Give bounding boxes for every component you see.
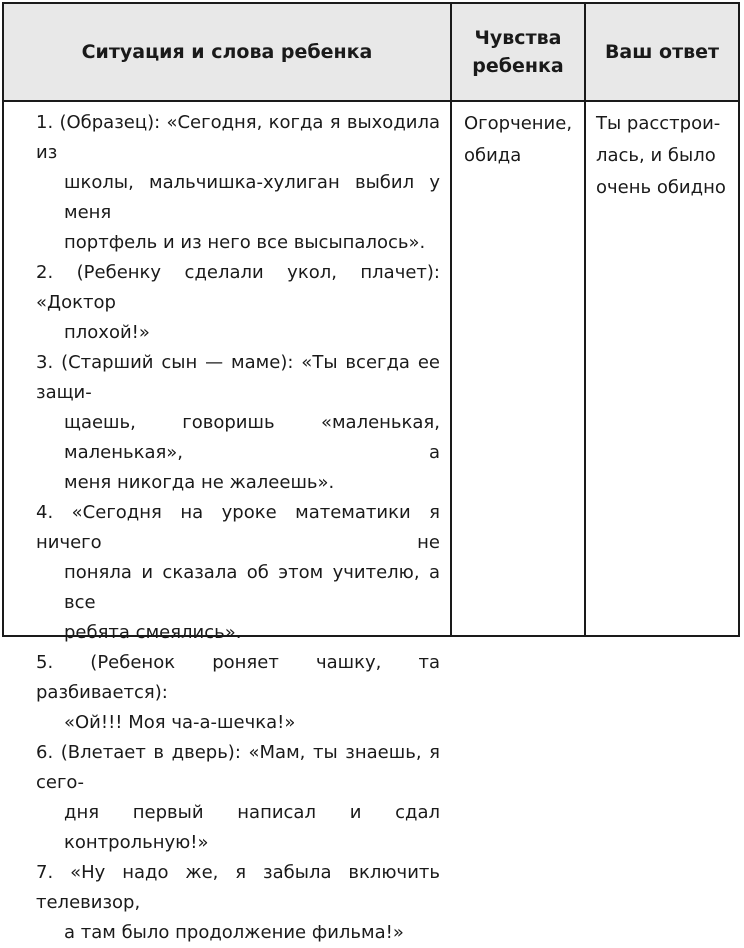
- header-feelings-line-2: ребенка: [472, 55, 564, 77]
- header-answer-text: Ваш ответ: [604, 41, 720, 63]
- feelings-line: Огорчение,: [464, 113, 573, 134]
- feelings-line: обида: [464, 145, 522, 166]
- header-situation-text: Ситуация и слова ребенка: [81, 41, 373, 63]
- situation-line: 3. (Старший сын — маме): «Ты всегда ее защи-: [36, 352, 440, 403]
- feelings-column: [464, 108, 580, 172]
- column-divider-2: [584, 4, 586, 635]
- situation-item: [36, 858, 440, 948]
- answer-line: очень обидно: [596, 177, 726, 198]
- situation-line: поняла и сказала об этом учителю, а все: [64, 562, 440, 613]
- situation-line: 5. (Ребенок роняет чашку, та разбивается):: [36, 652, 440, 703]
- situation-item: [36, 498, 440, 648]
- situation-line: дня первый написал и сдал контрольную!»: [64, 802, 440, 853]
- answer-column: [596, 108, 736, 204]
- situation-item: [36, 258, 440, 348]
- header-situation: [4, 4, 450, 100]
- situation-line: «Ой!!! Моя ча-а-шечка!»: [64, 712, 296, 733]
- exercise-table: [2, 2, 740, 943]
- header-answer: [586, 4, 738, 100]
- situation-item: [36, 738, 440, 858]
- situations-column: [36, 108, 440, 948]
- situation-line: плохой!»: [64, 322, 150, 343]
- header-feelings: [452, 4, 584, 100]
- situation-item: [36, 108, 440, 258]
- situation-item: [36, 348, 440, 498]
- situation-line: портфель и из него все высыпалось».: [64, 232, 426, 253]
- situation-line: 1. (Образец): «Сегодня, когда я выходила из: [36, 112, 440, 163]
- answer-line: лась, и было: [596, 145, 716, 166]
- header-feelings-line-1: Чувства: [474, 27, 562, 49]
- situation-line: меня никогда не жалеешь».: [64, 472, 335, 493]
- situation-line: а там было продолжение фильма!»: [64, 922, 404, 943]
- situation-line: ребята смеялись».: [64, 622, 242, 643]
- answer-line: Ты расстрои-: [596, 113, 721, 134]
- situation-line: 7. «Ну надо же, я забыла включить телевизор,: [36, 862, 440, 913]
- situation-line: 2. (Ребенку сделали укол, плачет): «Доктор: [36, 262, 440, 313]
- situation-line: 6. (Влетает в дверь): «Мам, ты знаешь, я сего-: [36, 742, 440, 793]
- situation-line: 4. «Сегодня на уроке математики я ничего не: [36, 502, 440, 553]
- table-header: [4, 4, 738, 102]
- situation-item: [36, 648, 440, 738]
- column-divider-1: [450, 4, 452, 635]
- situation-line: школы, мальчишка-хулиган выбил у меня: [64, 172, 440, 223]
- situation-line: щаешь, говоришь «маленькая, маленькая», а: [64, 412, 440, 463]
